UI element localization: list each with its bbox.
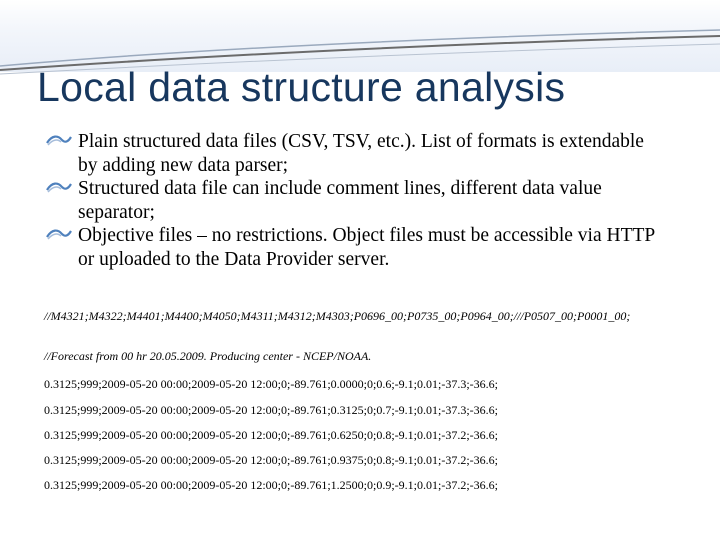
bullet-item xyxy=(44,224,664,271)
data-line: 0.3125;999;2009-05-20 00:00;2009-05-20 12:00;0;-89.761;0.0000;0;0.6;-9.1;0.01;-37.3;-36.6; xyxy=(44,377,498,391)
slide-title: Local data structure analysis xyxy=(37,64,566,110)
data-line: 0.3125;999;2009-05-20 00:00;2009-05-20 12:00;0;-89.761;1.2500;0;0.9;-9.1;0.01;-37.2;-36.6; xyxy=(44,478,498,492)
data-line: 0.3125;999;2009-05-20 00:00;2009-05-20 12:00;0;-89.761;0.6250;0;0.8;-9.1;0.01;-37.2;-36.6; xyxy=(44,428,498,442)
bullet-text: Structured data file can include comment lines, different data value separator; xyxy=(78,178,602,223)
bullet-item xyxy=(44,130,664,177)
bullet-text: Plain structured data files (CSV, TSV, etc.). List of formats is extendable by adding new data parser; xyxy=(78,131,644,176)
bullet-list xyxy=(44,130,664,271)
data-line: 0.3125;999;2009-05-20 00:00;2009-05-20 12:00;0;-89.761;0.3125;0;0.7;-9.1;0.01;-37.3;-36.6; xyxy=(44,403,498,417)
wave-bullet-icon xyxy=(46,227,72,241)
code-line-comment: //Forecast from 00 hr 20.05.2009. Producing center - NCEP/NOAA. xyxy=(44,349,372,363)
wave-bullet-icon xyxy=(46,133,72,147)
code-line-header: //M4321;M4322;M4401;M4400;M4050;M4311;M4312;M4303;P0696_00;P0735_00;P0964_00;///P0507_00;P0001_00; xyxy=(44,309,631,323)
bullet-text: Objective files – no restrictions. Object files must be accessible via HTTP or uploaded to the Data Provider server. xyxy=(78,225,655,270)
wave-bullet-icon xyxy=(46,180,72,194)
data-line: 0.3125;999;2009-05-20 00:00;2009-05-20 12:00;0;-89.761;0.9375;0;0.8;-9.1;0.01;-37.2;-36.6; xyxy=(44,453,498,467)
bullet-item xyxy=(44,177,664,224)
